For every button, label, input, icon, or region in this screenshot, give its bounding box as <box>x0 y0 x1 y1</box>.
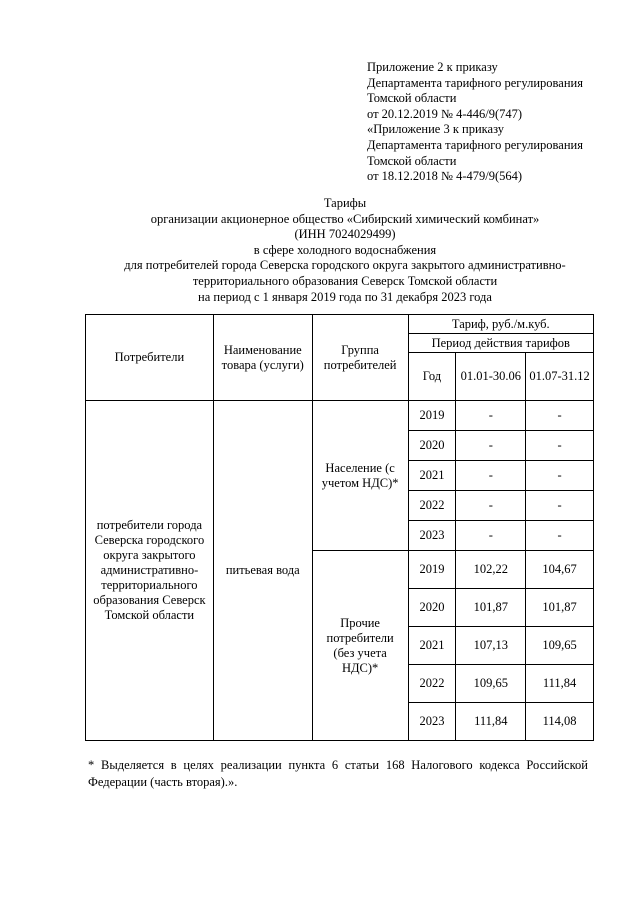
year-cell: 2020 <box>408 431 456 461</box>
appendix-reference <box>367 60 627 185</box>
title-line: (ИНН 7024029499) <box>294 227 396 242</box>
header-tariff: Тариф, руб./м.куб. <box>408 315 593 334</box>
tariff-cell: - <box>526 401 594 431</box>
tariff-cell: 114,08 <box>526 703 594 741</box>
appendix-line: «Приложение 3 к приказу <box>367 122 505 137</box>
group-cell: Прочие потребители (без учета НДС)* <box>312 551 408 741</box>
appendix-line: от 18.12.2018 № 4-479/9(564) <box>367 169 523 184</box>
appendix-line: Приложение 2 к приказу <box>367 60 498 74</box>
year-cell: 2022 <box>408 491 456 521</box>
tariff-cell: - <box>526 491 594 521</box>
table-row <box>86 401 594 431</box>
tariff-cell: 111,84 <box>526 665 594 703</box>
title-line: Тарифы <box>323 196 367 210</box>
tariff-cell: - <box>456 491 526 521</box>
header-first-half: 01.01-30.06 <box>456 353 526 401</box>
tariff-cell: - <box>526 461 594 491</box>
tariff-cell: 111,84 <box>456 703 526 741</box>
year-cell: 2019 <box>408 551 456 589</box>
footnote: * Выделяется в целях реализации пункта 6 статьи 168 Налогового кодекса Российской Федерации (часть вторая).». <box>88 758 588 789</box>
title-line: в сфере холодного водоснабжения <box>253 242 437 257</box>
year-cell: 2019 <box>408 401 456 431</box>
year-cell: 2021 <box>408 627 456 665</box>
tariff-cell: 102,22 <box>456 551 526 589</box>
tariff-cell: 107,13 <box>456 627 526 665</box>
header-year: Год <box>408 353 456 401</box>
header-second-half: 01.07-31.12 <box>526 353 594 401</box>
header-group: Группа потребителей <box>312 315 408 401</box>
tariff-cell: 104,67 <box>526 551 594 589</box>
appendix-line: Департамента тарифного регулирования <box>367 75 583 90</box>
title-line: для потребителей города Северска городского округа закрытого административно- <box>124 258 566 273</box>
tariff-cell: - <box>526 521 594 551</box>
tariff-cell: - <box>456 461 526 491</box>
appendix-line: Томской области <box>367 91 457 106</box>
tariff-cell: - <box>526 431 594 461</box>
tariff-cell: - <box>456 431 526 461</box>
document-title <box>90 196 600 305</box>
header-period: Период действия тарифов <box>408 334 593 353</box>
tariff-cell: 101,87 <box>526 589 594 627</box>
consumer-cell: потребители города Северска городского округа закрытого административно-территориального образования Северск Томской области <box>86 401 214 741</box>
tariff-cell: 109,65 <box>526 627 594 665</box>
year-cell: 2023 <box>408 521 456 551</box>
appendix-line: Департамента тарифного регулирования <box>367 137 583 152</box>
tariff-cell: - <box>456 521 526 551</box>
group-cell: Население (с учетом НДС)* <box>312 401 408 551</box>
header-consumers: Потребители <box>86 315 214 401</box>
appendix-line: Томской области <box>367 153 457 168</box>
title-line: территориального образования Северск Томской области <box>192 273 498 288</box>
tariff-table <box>85 314 594 741</box>
tariff-cell: 109,65 <box>456 665 526 703</box>
year-cell: 2023 <box>408 703 456 741</box>
year-cell: 2022 <box>408 665 456 703</box>
tariff-cell: - <box>456 401 526 431</box>
header-product: Наименование товара (услуги) <box>213 315 312 401</box>
title-line: организации акционерное общество «Сибирский химический комбинат» <box>150 211 540 226</box>
product-cell: питьевая вода <box>213 401 312 741</box>
title-line: на период с 1 января 2019 года по 31 декабря 2023 года <box>198 289 492 304</box>
year-cell: 2020 <box>408 589 456 627</box>
table-header-row <box>86 315 594 334</box>
year-cell: 2021 <box>408 461 456 491</box>
tariff-cell: 101,87 <box>456 589 526 627</box>
appendix-line: от 20.12.2019 № 4-446/9(747) <box>367 106 523 121</box>
